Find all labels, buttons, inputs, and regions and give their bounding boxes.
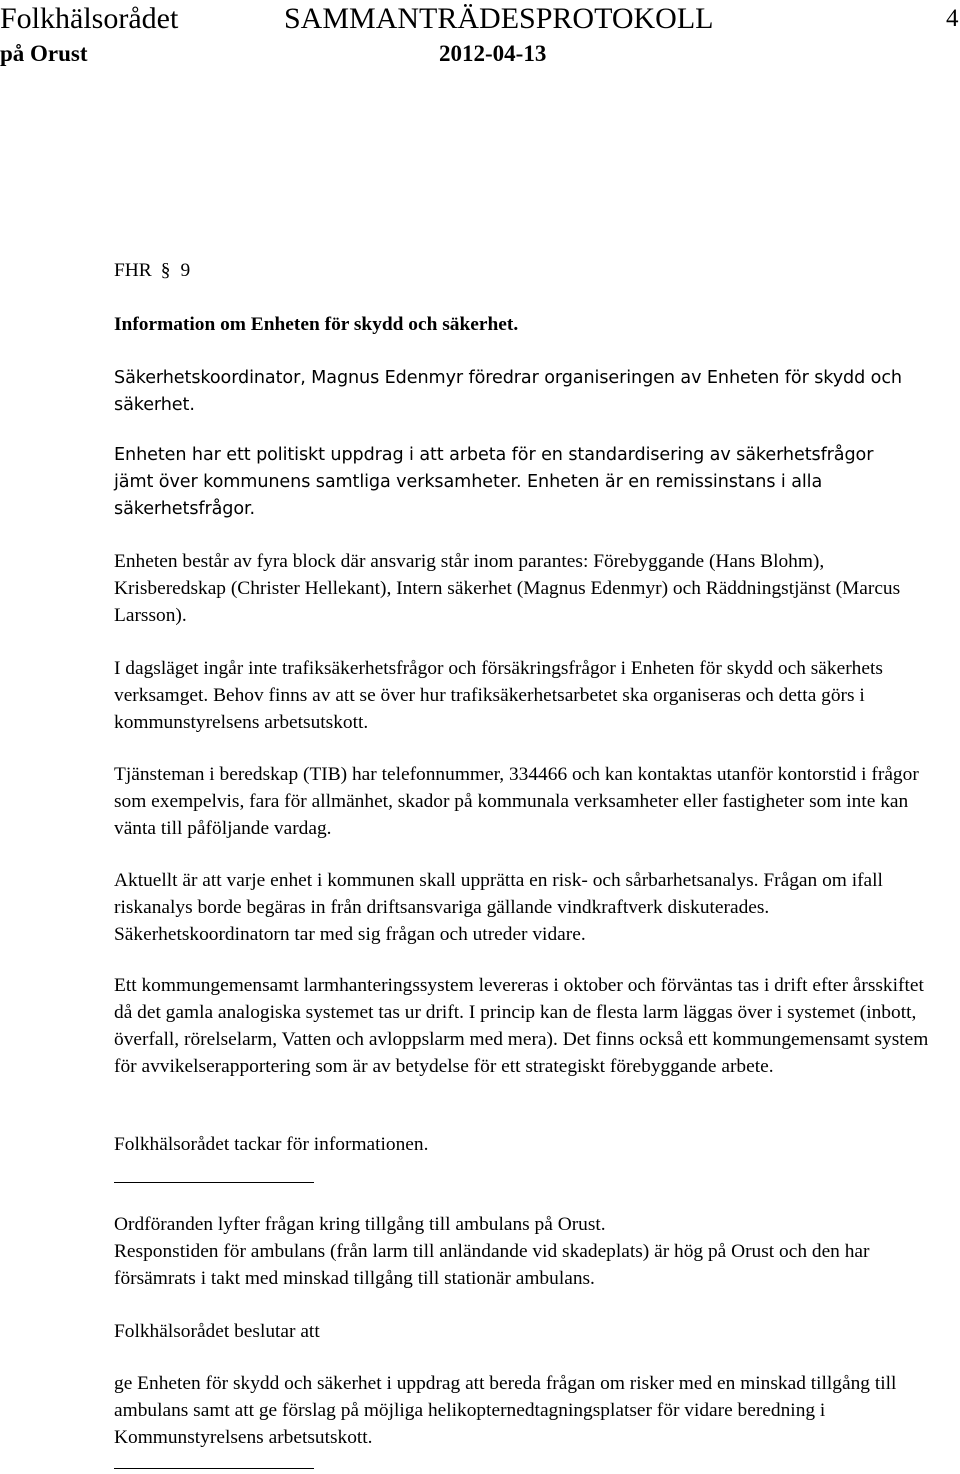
paragraph-traffic-safety: I dagsläget ingår inte trafiksäkerhetsfrågor och försäkringsfrågor i Enheten för skydd och säkerhets verksamget. Behov finns av att se över hur trafiksäkerhetsarbetet ska organiseras och detta görs i kommunstyrelsens arbetsutskott. bbox=[114, 658, 883, 733]
section-value: 9 bbox=[180, 260, 191, 281]
section-number bbox=[114, 257, 934, 284]
section-symbol: § bbox=[160, 260, 171, 281]
paragraph-ambulance-question: Ordföranden lyfter frågan kring tillgång till ambulans på Orust. bbox=[114, 1214, 606, 1235]
section-heading: Information om Enheten för skydd och säkerhet. bbox=[114, 314, 519, 335]
separator-line-bottom bbox=[114, 1468, 314, 1469]
section-label: FHR bbox=[114, 260, 152, 281]
separator-line bbox=[114, 1182, 314, 1183]
paragraph-blocks: Enheten består av fyra block där ansvarig står inom parantes: Förebyggande (Hans Blohm), Krisberedskap (Christer Hellekant), Intern säkerhet (Magnus Edenmyr) och Räddningstjänst (Marcus Larsson). bbox=[114, 551, 901, 626]
location: på Orust bbox=[0, 41, 88, 66]
paragraph-decision: ge Enheten för skydd och säkerhet i uppdrag att bereda frågan om risker med en minskad tillgång till ambulans samt att ge förslag på möjliga helikopternedtagningsplatser för vidare beredning i Kommunstyrelsens arbetsutskott. bbox=[114, 1373, 897, 1448]
paragraph-response-time: Responstiden för ambulans (från larm till anländande vid skadeplats) är hög på Orust och den har försämrats i takt med minskad tillgång till stationär ambulans. bbox=[114, 1241, 870, 1289]
paragraph-presenter: Säkerhetskoordinator, Magnus Edenmyr föredrar organiseringen av Enheten för skydd och säkerhet. bbox=[114, 368, 902, 415]
organization-name: Folkhälsorådet bbox=[0, 2, 179, 35]
document-type: SAMMANTRÄDESPROTOKOLL bbox=[284, 2, 714, 35]
paragraph-decision-intro: Folkhälsorådet beslutar att bbox=[114, 1321, 320, 1342]
paragraph-thanks: Folkhälsorådet tackar för informationen. bbox=[114, 1134, 429, 1155]
meeting-date: 2012-04-13 bbox=[439, 41, 547, 66]
paragraph-mandate: Enheten har ett politiskt uppdrag i att arbeta för en standardisering av säkerhetsfrågor jämt över kommunens samtliga verksamheter. Enheten är en remissinstans i alla säkerhetsfrågor. bbox=[114, 445, 874, 519]
paragraph-tib: Tjänsteman i beredskap (TIB) har telefonnummer, 334466 och kan kontaktas utanför kontorstid i frågor som exempelvis, fara för allmänhet, skador på kommunala verksamheter eller fastigheter som inte kan vänta till påföljande vardag. bbox=[114, 764, 919, 839]
page-number: 4 bbox=[946, 5, 959, 32]
paragraph-risk-analysis: Aktuellt är att varje enhet i kommunen skall upprätta en risk- och sårbarhetsanalys. Frågan om ifall riskanalys borde begäras in från driftsansvariga gällande vindkraftverk diskuterades. Säkerhetskoordinatorn tar med sig frågan och utreder vidare. bbox=[114, 870, 883, 945]
paragraph-alarm-system: Ett kommungemensamt larmhanteringssystem levereras i oktober och förväntas tas i drift efter årsskiftet då det gamla analogiska systemet tas ur drift. I princip kan de flesta larm läggas över i systemet (inbott, överfall, rörelselarm, Vatten och avloppslarm med mera). Det finns också ett kommungemensamt system för avvikelserapportering som är av betydelse för ett strategiskt förebyggande arbete. bbox=[114, 975, 929, 1077]
